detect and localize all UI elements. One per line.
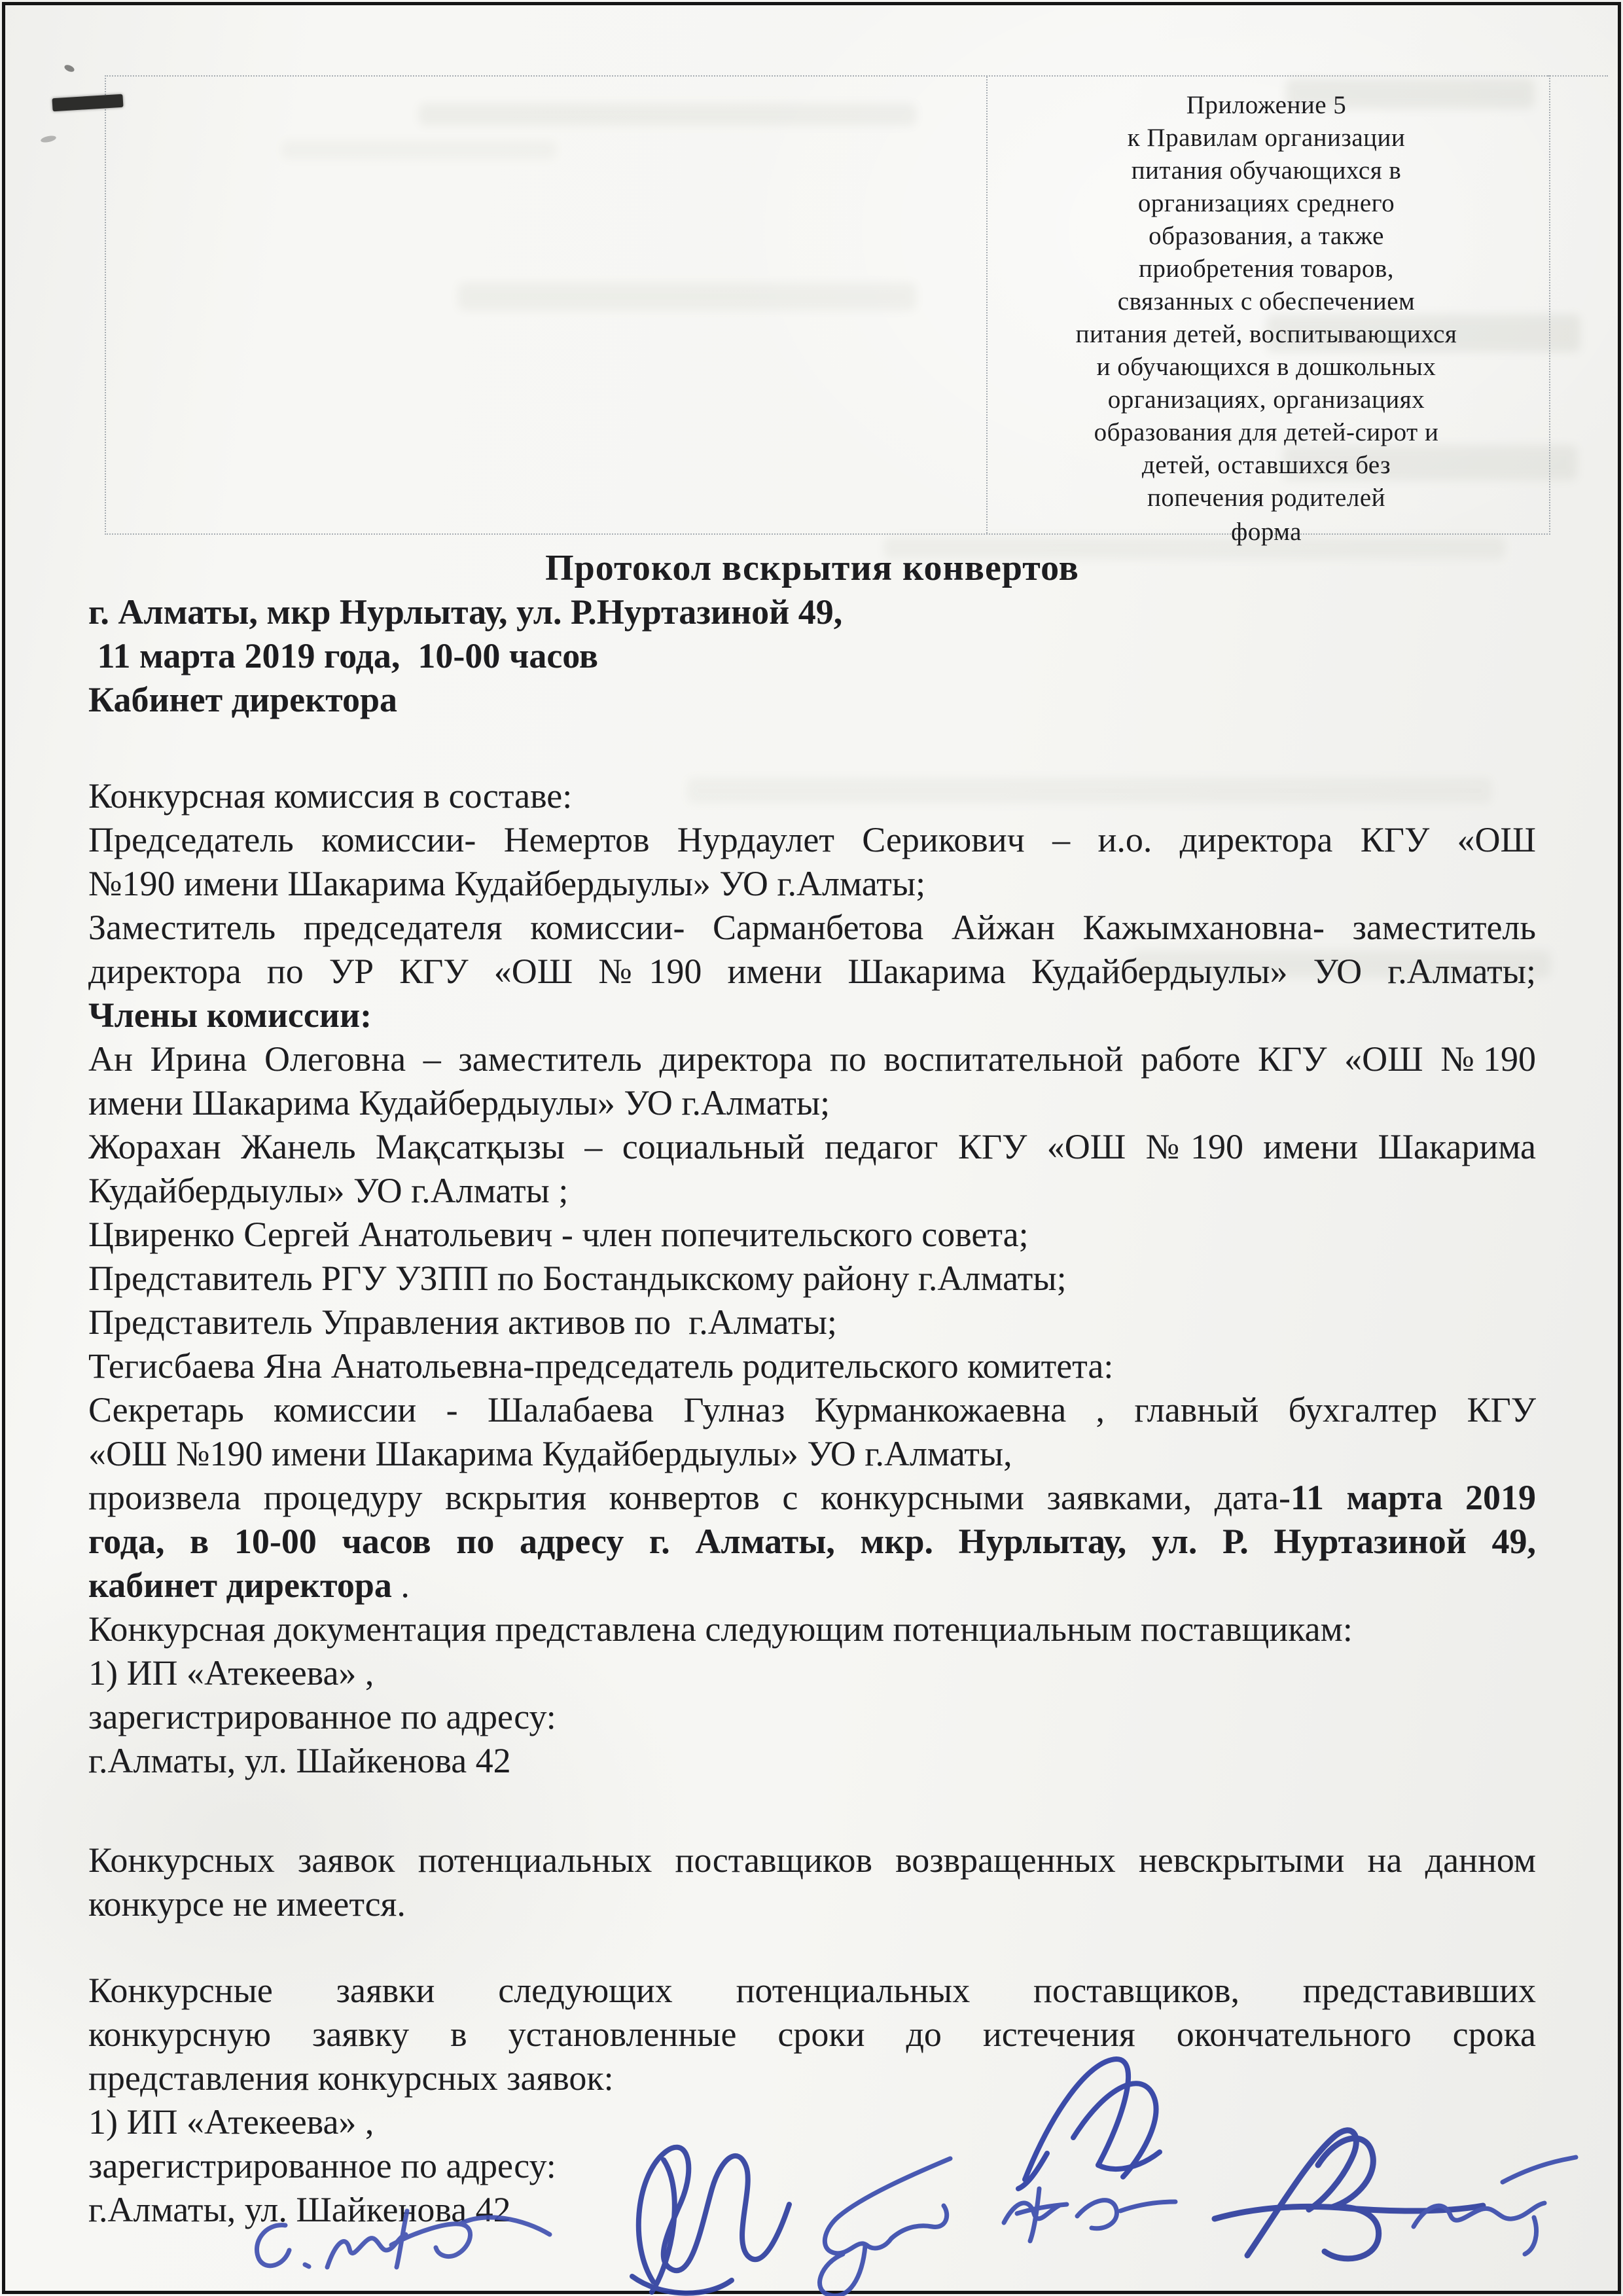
signature-ink-right: [1414, 2157, 1576, 2254]
header-line-location: Кабинет директора: [88, 680, 398, 719]
appendix-line: попечения родителей: [1147, 484, 1386, 512]
appendix-line: питания детей, воспитывающихся: [1075, 320, 1457, 348]
body-line: имени Шакарима Кудайбердыулы» УО г.Алматы;: [88, 1083, 830, 1122]
appendix-line: связанных с обеспечением: [1117, 287, 1416, 315]
body-line-members-heading: Члены комиссии:: [88, 996, 372, 1035]
header-line-datetime: 11 марта 2019 года, 10-00 часов: [88, 636, 599, 675]
body-line: Кудайбердыулы» УО г.Алматы ;: [88, 1171, 569, 1210]
appendix-line: приобретения товаров,: [1138, 255, 1395, 283]
body-line: конкурсную заявку в установленные сроки до истечения окончательного срока: [88, 2015, 1536, 2054]
signature-ink-tall: [1018, 2059, 1160, 2189]
form-label: форма: [1231, 518, 1302, 546]
appendix-line: к Правилам организации: [1127, 124, 1406, 152]
body-line: Представитель РГУ УЗПП по Бостандыкскому району г.Алматы;: [88, 1259, 1067, 1298]
signature-ink-second: [820, 2159, 950, 2296]
body-line: Конкурсная документация представлена следующим потенциальным поставщикам:: [88, 1609, 1353, 1649]
body-text-bold-date: 11 марта 2019: [1290, 1478, 1536, 1517]
body-line: года, в 10-00 часов по адресу г. Алматы, мкр. Нурлытау, ул. Р. Нуртазиной 49,: [88, 1522, 1536, 1561]
body-line: Представитель Управления активов по г.Алматы;: [88, 1302, 837, 1342]
body-line: г.Алматы, ул. Шайкенова 42: [88, 2190, 511, 2229]
appendix-line: Приложение 5: [1186, 91, 1347, 119]
appendix-line: и обучающихся в дошкольных: [1096, 353, 1436, 381]
body-line: Секретарь комиссии - Шалабаева Гулназ Курманкожаевна , главный бухгалтер КГУ: [88, 1390, 1536, 1429]
body-line: зарегистрированное по адресу:: [88, 2146, 556, 2185]
body-line: Цвиренко Сергей Анатольевич - член попечительского совета;: [88, 1215, 1029, 1254]
body-line: 1) ИП «Атекеева» ,: [88, 2102, 374, 2142]
body-line: г.Алматы, ул. Шайкенова 42: [88, 1741, 511, 1780]
body-line: Конкурсная комиссия в составе:: [88, 776, 573, 816]
body-text: произвела процедуру вскрытия конвертов с конкурсными заявками, дата-: [88, 1478, 1291, 1517]
body-line: директора по УР КГУ «ОШ №190 имени Шакарима Кудайбердыулы» УО г.Алматы;: [88, 952, 1536, 991]
body-text-bold: кабинет директора: [88, 1566, 392, 1605]
body-line: конкурсе не имеется.: [88, 1884, 406, 1924]
appendix-line: детей, оставшихся без: [1141, 451, 1391, 479]
header-line-address: г. Алматы, мкр Нурлытау, ул. Р.Нуртазиной 49,: [88, 592, 843, 632]
body-line: зарегистрированное по адресу:: [88, 1697, 556, 1736]
signature-ink-zigzag: [1004, 2189, 1175, 2241]
appendix-line: питания обучающихся в: [1131, 156, 1402, 185]
signature-ink-left: [257, 2211, 550, 2267]
body-line: Заместитель председателя комиссии- Сарманбетова Айжан Кажымхановна- заместитель: [88, 908, 1536, 947]
body-line: Председатель комиссии- Немертов Нурдаулет Серикович – и.о. директора КГУ «ОШ: [88, 820, 1536, 859]
body-line: «ОШ №190 имени Шакарима Кудайбердыулы» УО г.Алматы,: [88, 1434, 1012, 1473]
signature-ink-loops: [632, 2147, 789, 2293]
appendix-line: организациях, организациях: [1107, 386, 1425, 414]
body-line: Тегисбаева Яна Анатольевна-председатель родительского комитета:: [88, 1346, 1114, 1386]
body-line: 1) ИП «Атекеева» ,: [88, 1653, 374, 1693]
body-line: представления конкурсных заявок:: [88, 2058, 614, 2098]
body-line: Ан Ирина Олеговна – заместитель директора по воспитательной работе КГУ «ОШ №190: [88, 1039, 1536, 1079]
body-text: .: [391, 1566, 410, 1605]
appendix-line: образования, а также: [1149, 222, 1384, 250]
appendix-line: организациях среднего: [1137, 189, 1395, 217]
body-line: Жорахан Жанель Мақсатқызы – социальный педагог КГУ «ОШ №190 имени Шакарима: [88, 1127, 1536, 1166]
body-line: Конкурсных заявок потенциальных поставщиков возвращенных невскрытыми на данном: [88, 1840, 1536, 1880]
page-title: Протокол вскрытия конвертов: [545, 548, 1079, 588]
body-line: Конкурсные заявки следующих потенциальных поставщиков, представивших: [88, 1971, 1536, 2010]
appendix-line: образования для детей-сирот и: [1094, 418, 1439, 446]
signature-ink-flourish: [1215, 2130, 1483, 2259]
body-line: №190 имени Шакарима Кудайбердыулы» УО г.Алматы;: [88, 864, 926, 903]
